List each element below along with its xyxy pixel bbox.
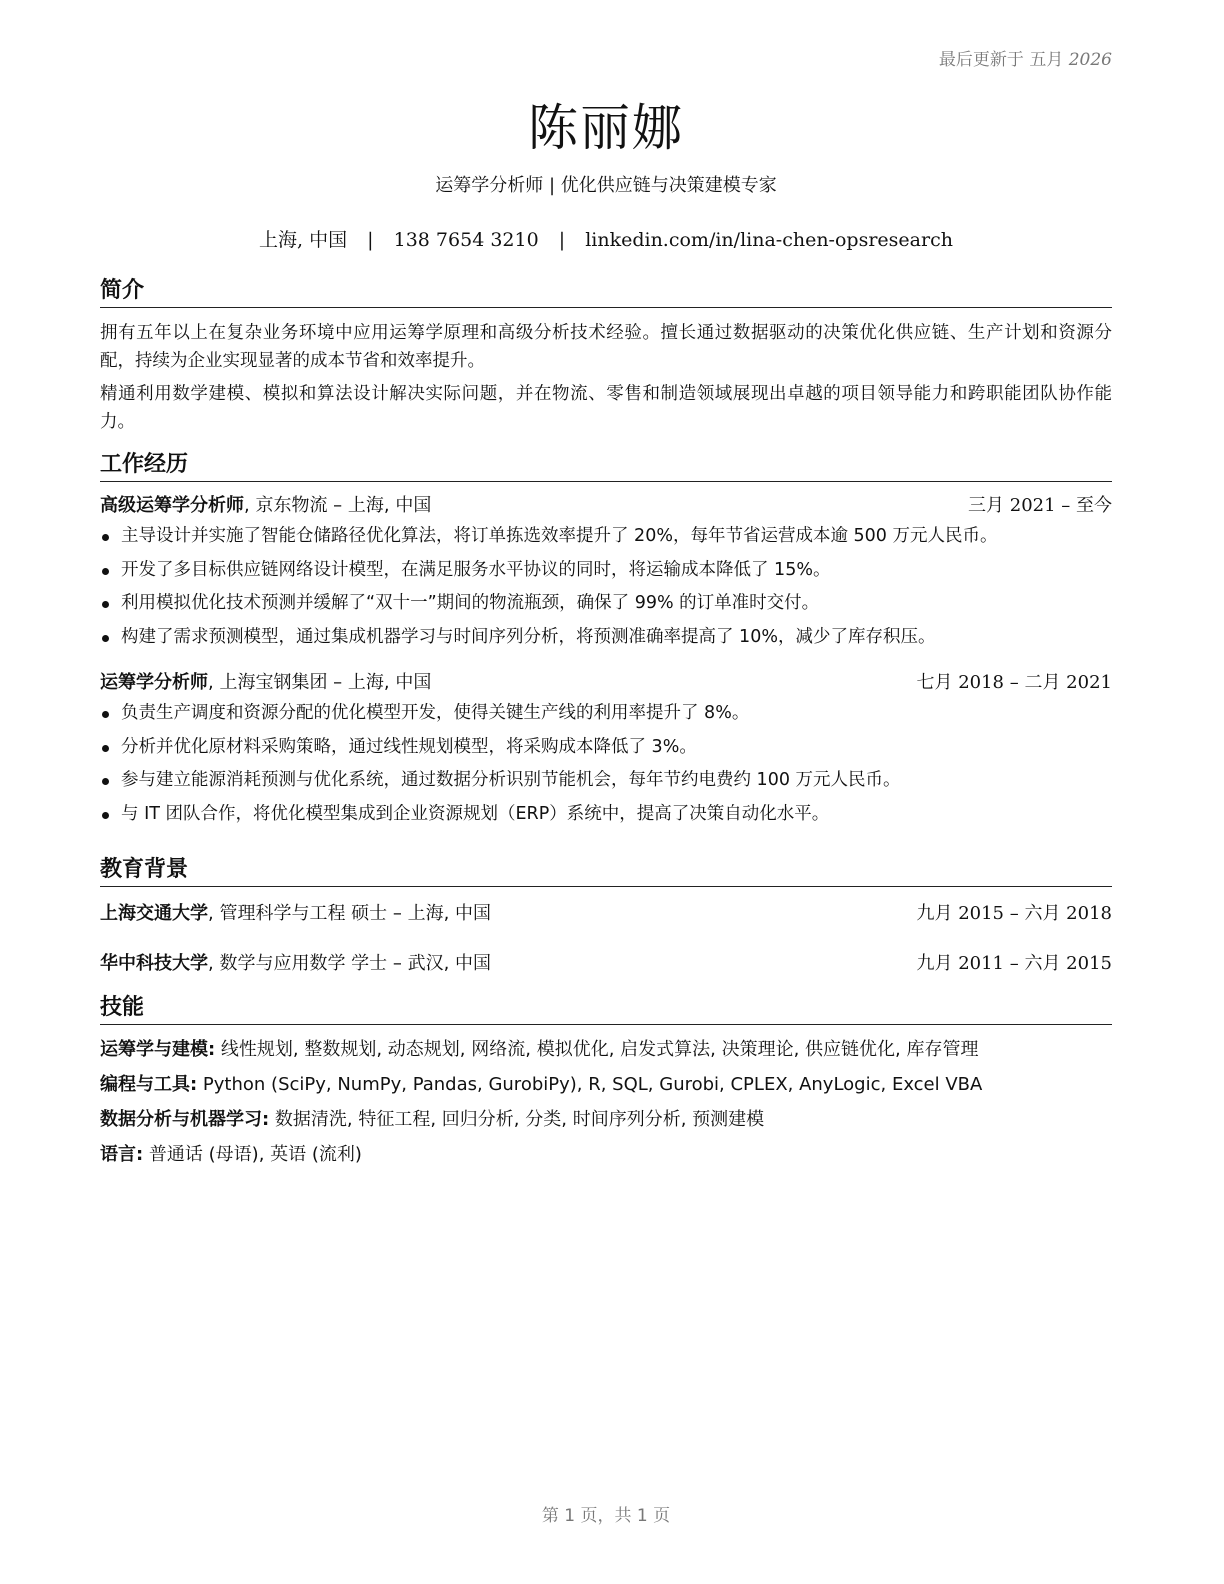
job-header — [100, 494, 1112, 518]
skill-value: 数据清洗, 特征工程, 回归分析, 分类, 时间序列分析, 预测建模 — [269, 1109, 765, 1130]
summary-paragraph: 拥有五年以上在复杂业务环境中应用运筹学原理和高级分析技术经验。擅长通过数据驱动的决策优化供应链、生产计划和资源分配，持续为企业实现显著的成本节省和效率提升。 — [100, 323, 1112, 371]
summary-section — [100, 277, 1112, 436]
skill-value: Python (SciPy, NumPy, Pandas, GurobiPy), R, SQL, Gurobi, CPLEX, AnyLogic, Excel VBA — [197, 1074, 983, 1095]
last-updated-year: 2026 — [1068, 50, 1112, 70]
resume-page — [100, 0, 1112, 1584]
skill-value: 线性规划, 整数规划, 动态规划, 网络流, 模拟优化, 启发式算法, 决策理论, 供应链优化, 库存管理 — [215, 1039, 979, 1060]
summary-paragraph: 精通利用数学建模、模拟和算法设计解决实际问题，并在物流、零售和制造领域展现出卓越的项目领导能力和跨职能团队协作能力。 — [100, 384, 1112, 432]
skill-value: 普通话 (母语), 英语 (流利) — [143, 1144, 362, 1165]
bullet-dot — [102, 812, 109, 819]
bullet-item: 负责生产调度和资源分配的优化模型开发，使得关键生产线的利用率提升了 8%。 — [100, 697, 1112, 731]
experience-section — [100, 451, 1112, 831]
school-name: 上海交通大学 — [100, 903, 208, 924]
section-title-summary: 简介 — [100, 277, 1112, 308]
bullet-dot — [102, 745, 109, 752]
education-dates: 九月 2011 – 六月 2015 — [916, 953, 1112, 974]
bullet-dot — [102, 534, 109, 541]
section-title-experience: 工作经历 — [100, 451, 1112, 482]
bullet-item: 利用模拟优化技术预测并缓解了“双十一”期间的物流瓶颈，确保了 99% 的订单准时交付。 — [100, 587, 1112, 621]
job-bullets — [100, 520, 1112, 654]
degree-detail: , 管理科学与工程 硕士 – 上海, 中国 — [208, 903, 492, 924]
skill-row — [100, 1137, 1112, 1172]
skill-row — [100, 1102, 1112, 1137]
contact-location: 上海, 中国 — [259, 229, 348, 251]
bullet-dot — [102, 635, 109, 642]
contact-line — [100, 225, 1112, 252]
job-entry — [100, 494, 1112, 654]
job-dates: 三月 2021 – 至今 — [968, 495, 1112, 516]
job-dates: 七月 2018 – 二月 2021 — [916, 672, 1112, 693]
job-org: , 上海宝钢集团 – 上海, 中国 — [208, 672, 432, 693]
page-footer: 第 1 页，共 1 页 — [541, 1506, 671, 1526]
school-name: 华中科技大学 — [100, 953, 208, 974]
skill-row — [100, 1032, 1112, 1067]
skills-section — [100, 994, 1112, 1172]
job-entry — [100, 671, 1112, 831]
degree-detail: , 数学与应用数学 学士 – 武汉, 中国 — [208, 953, 492, 974]
bullet-item: 主导设计并实施了智能仓储路径优化算法，将订单拣选效率提升了 20%，每年节省运营成本逾 500 万元人民币。 — [100, 520, 1112, 554]
contact-separator: | — [558, 229, 566, 251]
education-section — [100, 856, 1112, 976]
skill-label: 编程与工具: — [100, 1074, 198, 1095]
skill-label: 运筹学与建模: — [100, 1039, 216, 1060]
job-role: 高级运筹学分析师 — [100, 495, 244, 516]
job-header — [100, 671, 1112, 695]
contact-linkedin-link[interactable]: linkedin.com/in/lina-chen-opsresearch — [585, 229, 953, 251]
contact-separator: | — [367, 229, 374, 251]
education-dates: 九月 2015 – 六月 2018 — [916, 903, 1112, 924]
last-updated — [939, 45, 1112, 70]
bullet-dot — [102, 601, 109, 608]
education-entry — [100, 952, 1112, 976]
bullet-item: 参与建立能源消耗预测与优化系统，通过数据分析识别节能机会，每年节约电费约 100 万元人民币。 — [100, 764, 1112, 798]
bullet-dot — [102, 778, 109, 785]
bullet-item: 构建了需求预测模型，通过集成机器学习与时间序列分析，将预测准确率提高了 10%，减少了库存积压。 — [100, 621, 1112, 655]
skill-label: 语言: — [100, 1144, 144, 1165]
job-org: , 京东物流 – 上海, 中国 — [244, 495, 432, 516]
bullet-dot — [102, 711, 109, 718]
section-title-skills: 技能 — [100, 994, 1112, 1025]
candidate-name: 陈丽娜 — [528, 99, 684, 157]
headline: 运筹学分析师 | 优化供应链与决策建模专家 — [435, 175, 777, 196]
section-title-education: 教育背景 — [100, 856, 1112, 887]
job-bullets — [100, 697, 1112, 831]
skill-label: 数据分析与机器学习: — [100, 1109, 270, 1130]
job-role: 运筹学分析师 — [100, 672, 208, 693]
skill-row — [100, 1067, 1112, 1102]
bullet-item: 开发了多目标供应链网络设计模型，在满足服务水平协议的同时，将运输成本降低了 15%。 — [100, 554, 1112, 588]
bullet-item: 分析并优化原材料采购策略，通过线性规划模型，将采购成本降低了 3%。 — [100, 731, 1112, 765]
last-updated-prefix: 最后更新于 五月 — [938, 50, 1064, 70]
bullet-item: 与 IT 团队合作，将优化模型集成到企业资源规划（ERP）系统中，提高了决策自动化水平。 — [100, 798, 1112, 832]
education-entry — [100, 902, 1112, 926]
bullet-dot — [102, 568, 109, 575]
skills-list — [100, 1032, 1112, 1172]
contact-phone: 138 7654 3210 — [393, 229, 539, 251]
